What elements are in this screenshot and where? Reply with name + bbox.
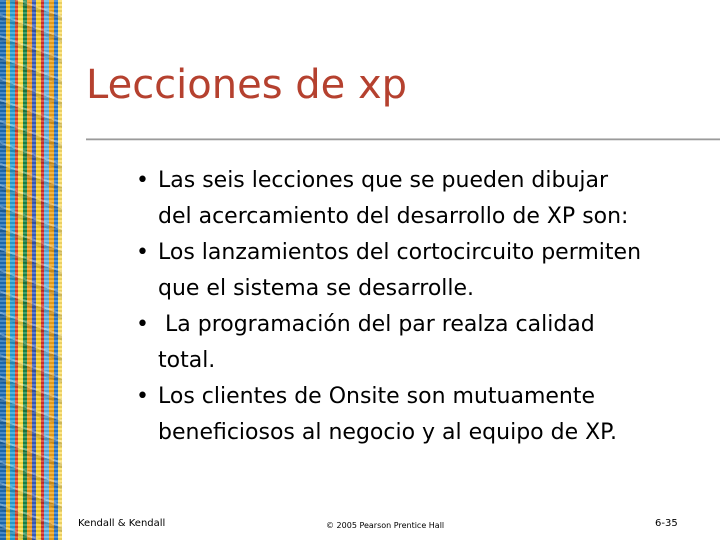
bullet-line: Los lanzamientos del cortocircuito permiten	[158, 240, 642, 265]
title-divider	[86, 138, 720, 141]
bullet-icon: •	[136, 240, 149, 265]
bullet-list	[0, 163, 720, 451]
slide-title: Lecciones de xp	[86, 62, 408, 108]
bullet-item	[0, 235, 720, 307]
bullet-line: beneficiosos al negocio y al equipo de XP.	[158, 420, 618, 445]
bullet-line: del acercamiento del desarrollo de XP son:	[158, 204, 629, 229]
bullet-line: total.	[158, 348, 216, 373]
bullet-line: La programación del par realza calidad	[158, 312, 595, 337]
bullet-line: Las seis lecciones que se pueden dibujar	[158, 168, 609, 193]
bullet-item	[0, 379, 720, 451]
footer-copyright: © 2005 Pearson Prentice Hall	[326, 521, 445, 530]
bullet-icon: •	[136, 168, 149, 193]
bullet-item	[0, 163, 720, 235]
footer-page-number: 6-35	[655, 518, 678, 529]
bullet-item	[0, 307, 720, 379]
bullet-line: que el sistema se desarrolle.	[158, 276, 475, 301]
bullet-line: Los clientes de Onsite son mutuamente	[158, 384, 596, 409]
bullet-icon: •	[136, 384, 149, 409]
footer-author: Kendall & Kendall	[78, 518, 166, 529]
bullet-icon: •	[136, 312, 149, 337]
